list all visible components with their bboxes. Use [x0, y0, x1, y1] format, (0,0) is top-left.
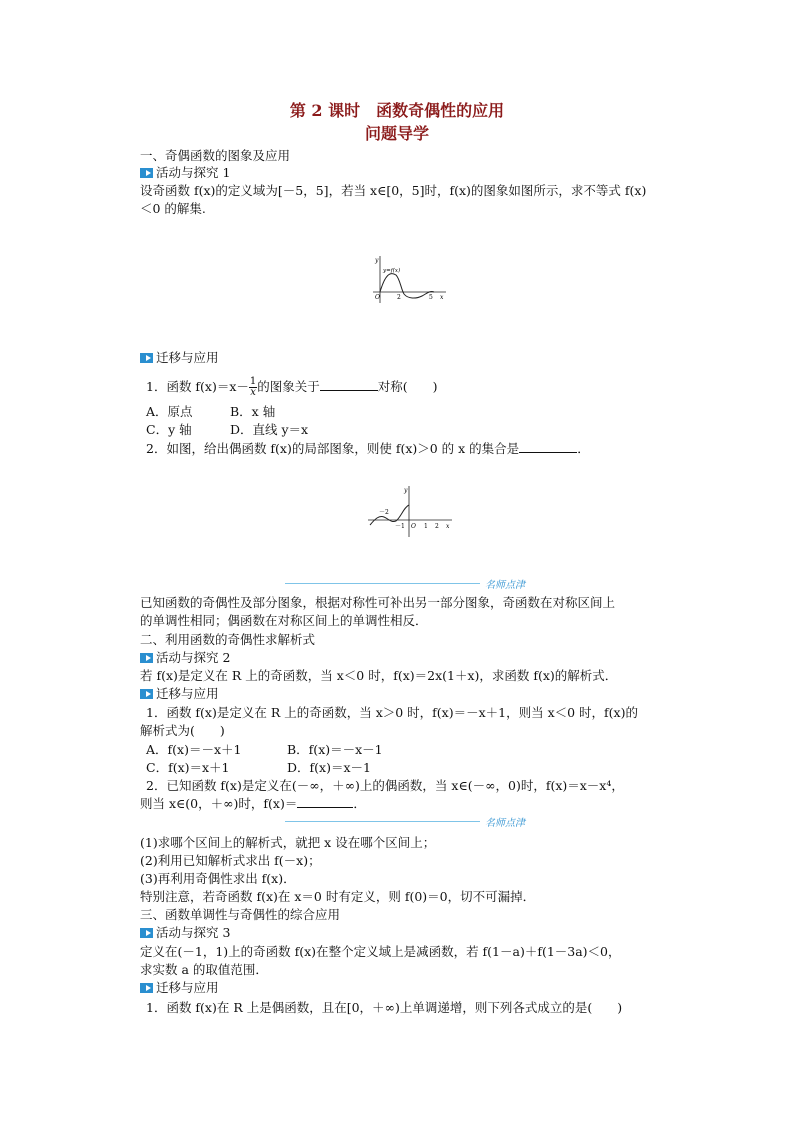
section-1-heading: 一、奇偶函数的图象及应用 [140, 148, 291, 163]
note-2-step-2: (2)利用已知解析式求出 f(－x)； [140, 853, 321, 868]
answer-blank[interactable] [320, 378, 378, 391]
s2-question-1-a: 1．函数 f(x)是定义在 R 上的奇函数，当 x＞0 时，f(x)＝－x＋1，则当 x＜0 时，f(x)的 [146, 705, 638, 720]
divider-line [285, 583, 480, 584]
q1-part-c: 对称( ) [377, 379, 438, 394]
s2-option-b: B．f(x)＝－x－1 [287, 742, 383, 757]
note-1-line-b: 的单调性相同；偶函数在对称区间上的单调性相反． [140, 613, 428, 628]
s2-question-2-a: 2．已知函数 f(x)是定义在(－∞，＋∞)上的偶函数，当 x∈(－∞，0)时，f(x)＝x－x⁴， [146, 778, 624, 793]
fig1-curve [380, 274, 434, 298]
practice-tag-2 [140, 685, 219, 702]
activity-label: 活动与探究 1 [156, 165, 231, 180]
activity-label: 活动与探究 2 [156, 650, 231, 665]
fig2-y-label: y [404, 487, 408, 494]
problem-3-text-b: 求实数 a 的取值范围． [140, 962, 268, 977]
page-subtitle: 问题导学 [364, 124, 429, 143]
arrow-tag-icon [140, 928, 153, 938]
practice-label: 迁移与应用 [156, 980, 219, 995]
note-2-step-3: (3)再利用奇偶性求出 f(x)． [140, 871, 296, 886]
question-2 [146, 440, 590, 457]
activity-tag-2 [140, 649, 230, 666]
q1-part-b: 的图象关于 [257, 379, 320, 394]
option-b: B．x 轴 [230, 404, 276, 419]
fraction-numerator: 1 [249, 376, 257, 387]
section-2-heading: 二、利用函数的奇偶性求解析式 [140, 632, 316, 647]
s2-question-2-b [140, 795, 366, 812]
question-1 [146, 377, 438, 398]
s3-question-1: 1．函数 f(x)在 R 上是偶函数，且在[0，＋∞)上单调递增，则下列各式成立的是( ) [146, 1000, 623, 1015]
activity-label: 活动与探究 3 [156, 925, 231, 940]
problem-1-text-b: ＜0 的解集. [140, 201, 206, 216]
fig2-curve [370, 505, 409, 525]
practice-tag-1 [140, 349, 219, 366]
note-2-warning: 特别注意，若奇函数 f(x)在 x＝0 时有定义，则 f(0)＝0，切不可漏掉． [140, 889, 536, 904]
section-3-heading: 三、函数单调性与奇偶性的综合应用 [140, 907, 341, 922]
option-c: C．y 轴 [146, 422, 192, 437]
practice-label: 迁移与应用 [156, 350, 219, 365]
fraction-denominator: x [250, 387, 256, 398]
problem-1-text-a: 设奇函数 f(x)的定义域为[－5，5]，若当 x∈[0，5]时，f(x)的图象如图所示，求不等式 f(x) [140, 183, 647, 198]
answer-blank[interactable] [297, 795, 353, 808]
s2-question-1-b: 解析式为( ) [140, 723, 225, 738]
fig2-x-label: x [446, 523, 450, 530]
q2-text: 2．如图，给出偶函数 f(x)的局部图象，则使 f(x)＞0 的 x 的集合是 [146, 441, 520, 456]
fig1-fx-label: y=f(x) [383, 268, 401, 274]
divider-line [285, 821, 480, 822]
page-title: 第 2 课时 函数奇偶性的应用 [289, 101, 505, 120]
arrow-tag-icon [140, 983, 153, 993]
arrow-tag-icon [140, 689, 153, 699]
activity-tag-3 [140, 924, 230, 941]
teacher-tip-badge: 名师点津 [485, 580, 525, 591]
figure-2-graph [366, 483, 456, 539]
q1-part-a: 1．函数 f(x)＝x－ [146, 379, 249, 394]
q2b-text: 则当 x∈(0，＋∞)时，f(x)＝ [140, 796, 298, 811]
arrow-tag-icon [140, 653, 153, 663]
note-2-step-1: (1)求哪个区间上的解析式，就把 x 设在哪个区间上； [140, 835, 436, 850]
arrow-tag-icon [140, 353, 153, 363]
s2-option-d: D．f(x)＝x－1 [287, 760, 371, 775]
practice-label: 迁移与应用 [156, 686, 219, 701]
fig1-x-label: x [440, 294, 444, 301]
s2-option-a: A．f(x)＝－x＋1 [146, 742, 242, 757]
fig2-origin-label: O [411, 523, 416, 530]
figure-1-graph [370, 253, 450, 305]
note-1-line-a: 已知函数的奇偶性及部分图象，根据对称性可补出另一部分图象，奇函数在对称区间上 [140, 595, 616, 610]
fig1-tick-5: 5 [429, 294, 433, 301]
answer-blank[interactable] [519, 440, 577, 453]
fig2-tick-1: 1 [424, 523, 428, 530]
fig2-tick-2: 2 [435, 523, 439, 530]
arrow-tag-icon [140, 168, 153, 178]
option-d: D．直线 y＝x [230, 422, 309, 437]
teacher-tip-badge: 名师点津 [485, 818, 525, 829]
fig1-y-label: y [375, 257, 379, 264]
q2b-end: ． [353, 796, 366, 811]
q2-end: ． [577, 441, 590, 456]
practice-tag-3 [140, 979, 219, 996]
fig2-tick-neg1: －1 [395, 523, 405, 530]
fig1-tick-2: 2 [397, 294, 401, 301]
s2-option-c: C．f(x)＝x＋1 [146, 760, 230, 775]
fig1-origin-label: O [375, 294, 380, 301]
problem-2-text: 若 f(x)是定义在 R 上的奇函数，当 x＜0 时，f(x)＝2x(1＋x)，求函数 f(x)的解析式． [140, 668, 618, 683]
activity-tag-1 [140, 164, 230, 181]
problem-3-text-a: 定义在(－1，1)上的奇函数 f(x)在整个定义域上是减函数，若 f(1－a)＋f(1－3a)＜0， [140, 944, 621, 959]
fig2-tick-neg2: －2 [379, 509, 389, 516]
option-a: A．原点 [146, 404, 193, 419]
